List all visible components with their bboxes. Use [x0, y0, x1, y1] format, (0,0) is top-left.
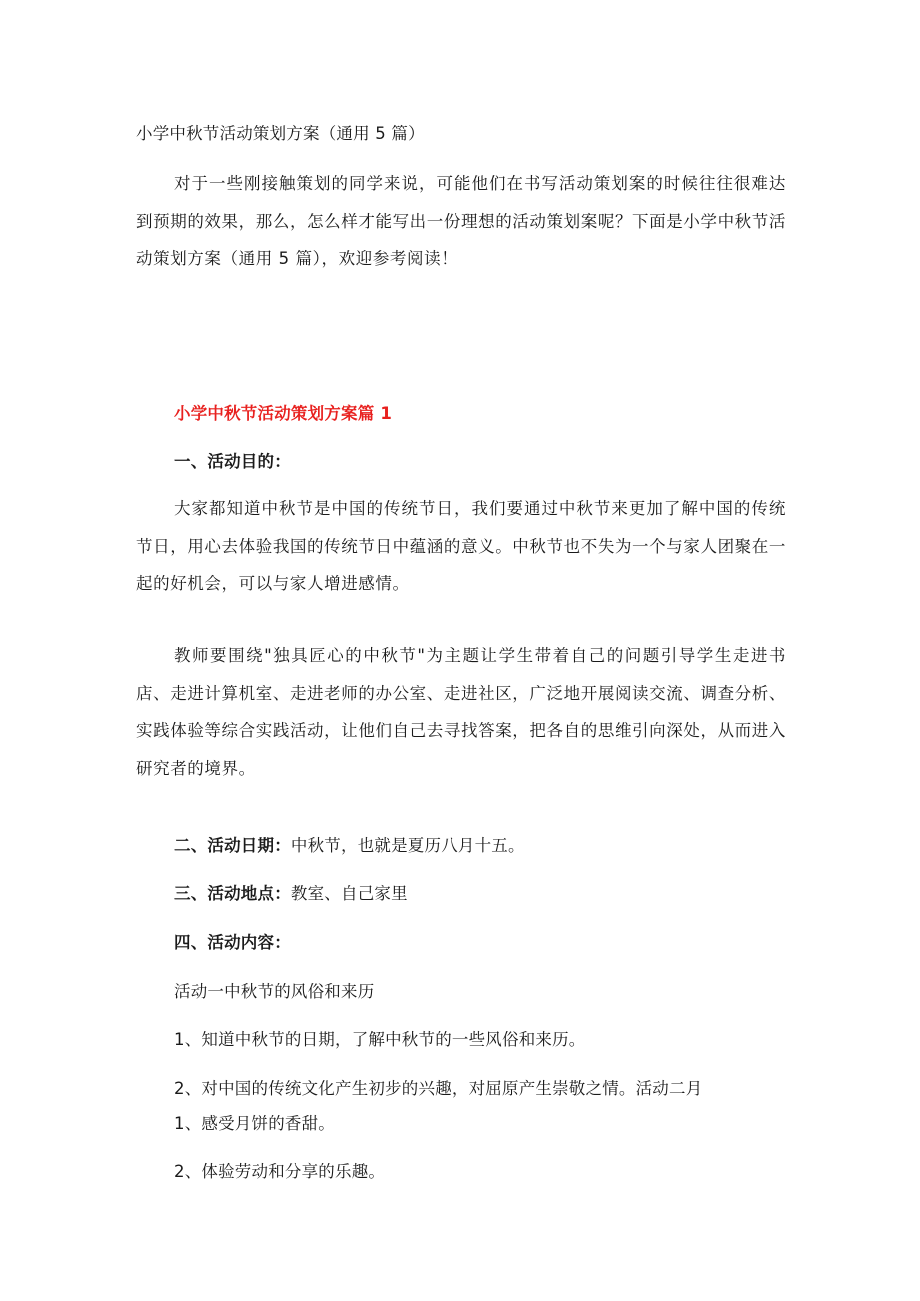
- purpose-label: 一、活动目的：: [174, 452, 291, 471]
- place-row: [174, 882, 408, 906]
- document-title: 小学中秋节活动策划方案（通用 5 篇）: [136, 124, 425, 143]
- list-item: 1、感受月饼的香甜。: [174, 1114, 335, 1133]
- intro-paragraph: 对于一些刚接触策划的同学来说，可能他们在书写活动策划案的时候往往很难达到预期的效果，那么，怎么样才能写出一份理想的活动策划案呢？下面是小学中秋节活动策划方案（通用 5 篇），欢迎参考阅读！: [136, 174, 786, 268]
- list-item: 2、对中国的传统文化产生初步的兴趣，对屈原产生崇敬之情。活动二月: [174, 1079, 703, 1098]
- date-row: [174, 834, 525, 858]
- date-value: 中秋节，也就是夏历八月十五。: [290, 836, 525, 855]
- list-item: 1、知道中秋节的日期，了解中秋节的一些风俗和来历。: [174, 1030, 586, 1049]
- activity-1-title: 活动一中秋节的风俗和来历: [174, 982, 375, 1001]
- section-heading: 小学中秋节活动策划方案篇 1: [174, 404, 393, 423]
- place-value: 教室、自己家里: [290, 884, 408, 903]
- content-label: 四、活动内容：: [174, 933, 291, 952]
- purpose-paragraph-2: 教师要围绕"独具匠心的中秋节"为主题让学生带着自己的问题引导学生走进书店、走进计算机室、走进老师的办公室、走进社区，广泛地开展阅读交流、调查分析、实践体验等综合实践活动，让他们自己去寻找答案，把各自的思维引向深处，从而进入研究者的境界。: [136, 646, 786, 778]
- place-label: 三、活动地点：: [174, 884, 291, 903]
- purpose-paragraph-1: 大家都知道中秋节是中国的传统节日，我们要通过中秋节来更加了解中国的传统节日，用心去体验我国的传统节日中蕴涵的意义。中秋节也不失为一个与家人团聚在一起的好机会，可以与家人增进感情。: [136, 499, 786, 593]
- date-label: 二、活动日期：: [174, 836, 291, 855]
- list-item: 2、体验劳动和分享的乐趣。: [174, 1162, 386, 1181]
